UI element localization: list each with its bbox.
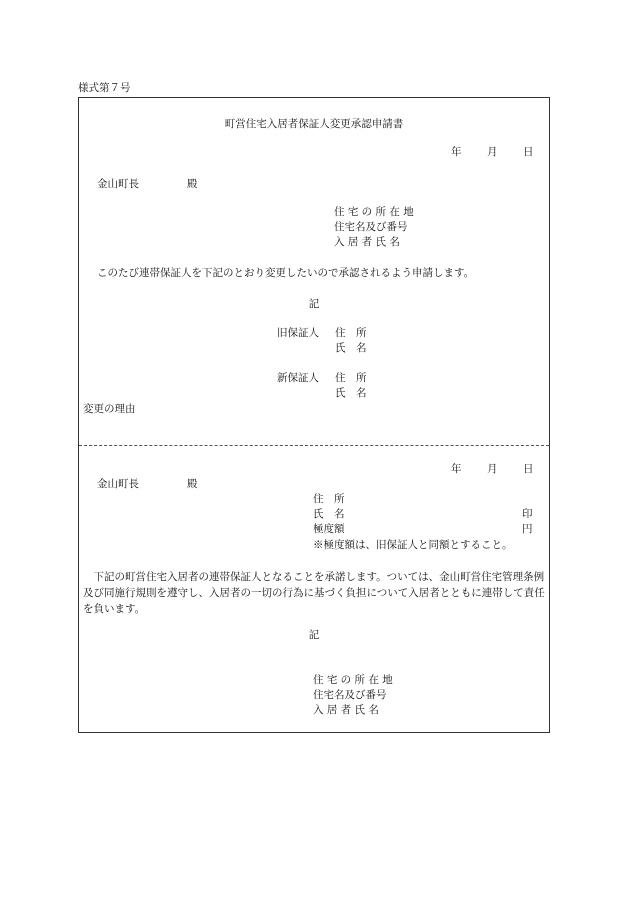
reason-label: 変更の理由 [83,403,136,415]
honorific: 殿 [187,178,198,190]
new-guarantor-address-label: 住 所 [335,372,367,384]
consent-statement: 下記の町営住宅入居者の連帯保証人となることを承諾します。ついては、金山町営住宅管理条例及び同施行規則を遵守し、入居者の一切の行為に基づく負担について入居者とともに連帯して責任を負います。 [83,571,545,615]
limit-amount-note: ※極度額は、旧保証人と同額とすること。 [313,539,513,551]
date-year-label: 年 [451,146,462,158]
applicant-name-label: 入 居 者 氏 名 [334,236,400,248]
date-month-label: 月 [487,146,498,158]
old-guarantor-label: 旧保証人 [277,327,319,339]
application-statement: このたび連帯保証人を下記のとおり変更したいので承認されるよう申請します。 [97,267,475,279]
consent-ki-heading: 記 [308,629,320,641]
guarantor-address-label: 住 所 [313,493,345,505]
resident-address-label: 住 宅 の 所 在 地 [313,674,393,686]
applicant-housing-label: 住宅名及び番号 [334,221,408,233]
seal-mark: 印 [522,508,533,520]
consent-honorific: 殿 [187,478,198,490]
guarantor-name-label: 氏 名 [313,508,345,520]
resident-name-label: 入 居 者 氏 名 [313,704,379,716]
consent-date-day-label: 日 [523,463,534,475]
consent-addressee: 金山町長 [97,478,139,490]
addressee: 金山町長 [97,178,139,190]
form-title: 町営住宅入居者保証人変更承認申請書 [224,118,404,130]
limit-amount-label: 極度額 [313,523,345,535]
form-number: 様式第７号 [78,82,131,94]
ki-heading: 記 [308,298,320,310]
resident-housing-label: 住宅名及び番号 [313,689,387,701]
applicant-address-label: 住 宅 の 所 在 地 [334,206,414,218]
old-guarantor-address-label: 住 所 [335,327,367,339]
date-day-label: 日 [523,146,534,158]
cut-line-divider [79,445,549,446]
new-guarantor-name-label: 氏 名 [335,387,367,399]
consent-date-month-label: 月 [487,463,498,475]
yen-unit: 円 [522,523,533,535]
old-guarantor-name-label: 氏 名 [335,342,367,354]
consent-date-year-label: 年 [451,463,462,475]
new-guarantor-label: 新保証人 [277,372,319,384]
